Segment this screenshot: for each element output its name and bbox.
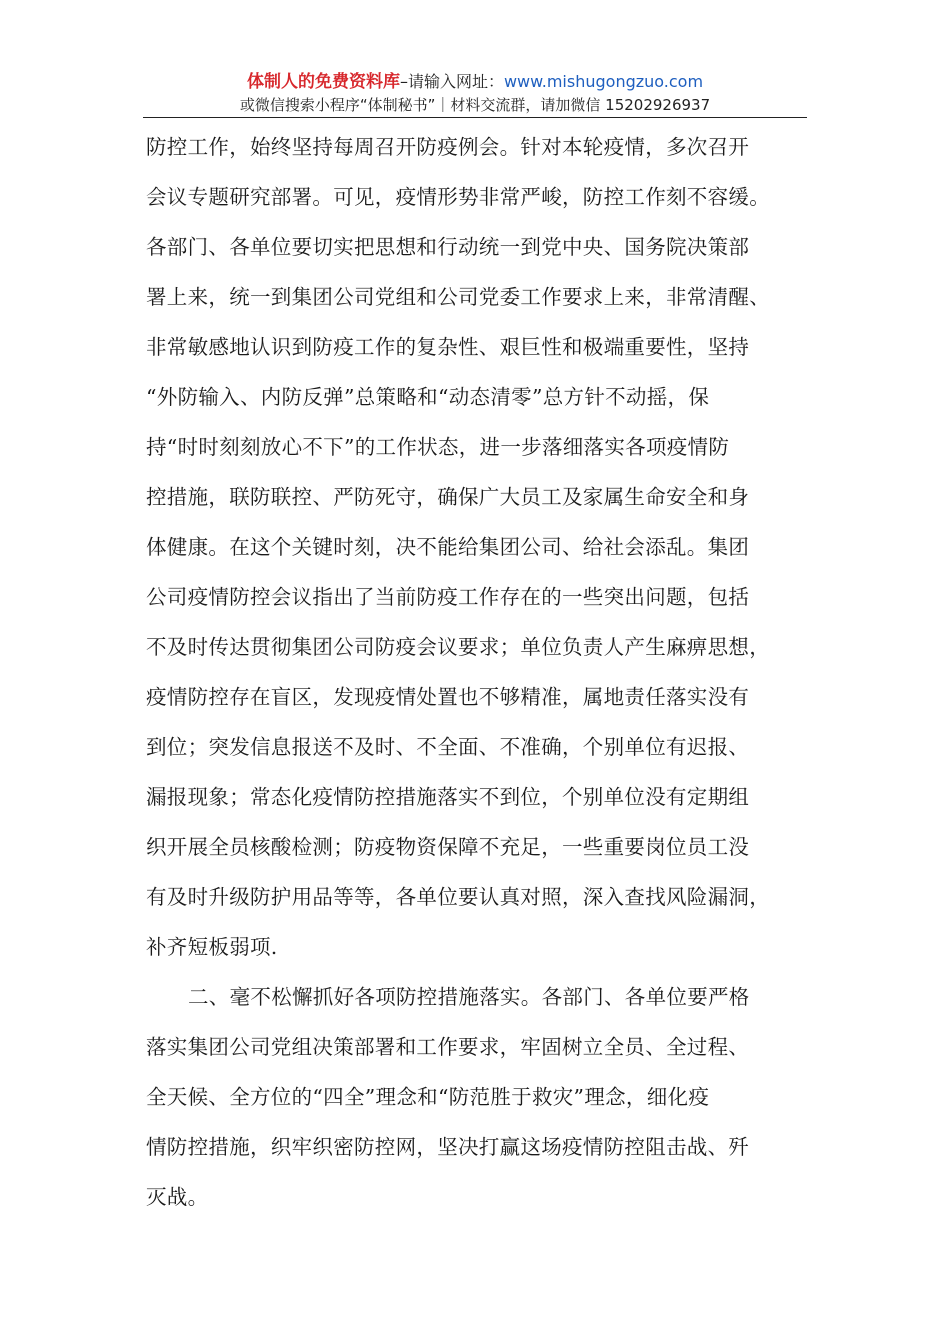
text-line: “外防输入、内防反弹”总策略和“动态清零”总方针不动摇，保 xyxy=(146,385,710,409)
text-line: 补齐短板弱项. xyxy=(146,935,278,959)
text-line: 情防控措施，织牢织密防控网，坚决打赢这场疫情防控阻击战、歼 xyxy=(146,1135,750,1159)
text-line: 持“时时刻刻放心不下”的工作状态，进一步落细落实各项疫情防 xyxy=(146,435,730,459)
text-line: 漏报现象；常态化疫情防控措施落实不到位，个别单位没有定期组 xyxy=(146,785,750,809)
text-line: 不及时传达贯彻集团公司防疫会议要求；单位负责人产生麻痹思想， xyxy=(146,635,770,659)
document-body xyxy=(146,122,810,1222)
text-line: 疫情防控存在盲区，发现疫情处置也不够精准，属地责任落实没有 xyxy=(146,685,750,709)
website-link[interactable]: www.mishugongzuo.com xyxy=(503,72,704,91)
text-line: 公司疫情防控会议指出了当前防疫工作存在的一些突出问题，包括 xyxy=(146,585,750,609)
header-line-1 xyxy=(143,70,807,94)
text-line: 体健康。在这个关键时刻，决不能给集团公司、给社会添乱。集团 xyxy=(146,535,750,559)
text-line: 控措施，联防联控、严防死守，确保广大员工及家属生命安全和身 xyxy=(146,485,750,509)
text-line: 署上来，统一到集团公司党组和公司党委工作要求上来，非常清醒、 xyxy=(146,285,770,309)
text-line: 灭战。 xyxy=(146,1185,209,1209)
text-line: 有及时升级防护用品等等，各单位要认真对照，深入查找风险漏洞， xyxy=(146,885,770,909)
page-header xyxy=(143,70,807,116)
text-line: 非常敏感地认识到防疫工作的复杂性、艰巨性和极端重要性，坚持 xyxy=(146,335,750,359)
text-line: 各部门、各单位要切实把思想和行动统一到党中央、国务院决策部 xyxy=(146,235,750,259)
text-line: 全天候、全方位的“四全”理念和“防范胜于救灾”理念，细化疫 xyxy=(146,1085,710,1109)
url-prompt: –请输入网址： xyxy=(399,72,504,91)
brand-title: 体制人的免费资料库 xyxy=(246,72,400,92)
text-line: 到位；突发信息报送不及时、不全面、不准确，个别单位有迟报、 xyxy=(146,735,750,759)
section-heading-line: 二、毫不松懈抓好各项防控措施落实。各部门、各单位要严格 xyxy=(188,985,750,1009)
text-line: 织开展全员核酸检测；防疫物资保障不充足，一些重要岗位员工没 xyxy=(146,835,750,859)
text-line: 落实集团公司党组决策部署和工作要求，牢固树立全员、全过程、 xyxy=(146,1035,750,1059)
header-divider xyxy=(143,117,807,118)
header-line-2: 或微信搜索小程序“体制秘书”｜材料交流群，请加微信 15202926937 xyxy=(239,96,711,114)
text-line: 防控工作，始终坚持每周召开防疫例会。针对本轮疫情，多次召开 xyxy=(146,135,750,159)
text-line: 会议专题研究部署。可见，疫情形势非常严峻，防控工作刻不容缓。 xyxy=(146,185,770,209)
